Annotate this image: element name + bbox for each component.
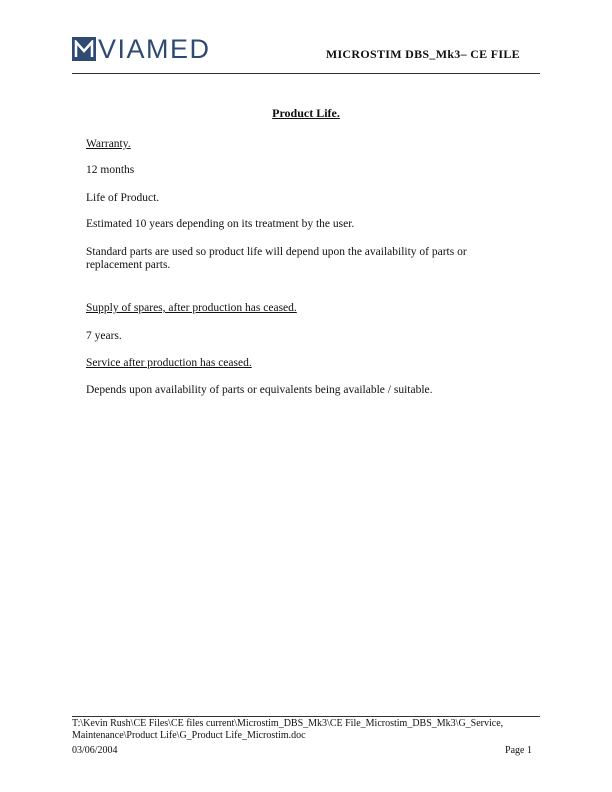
spares-heading: Supply of spares, after production has ceased. <box>86 302 297 314</box>
document-title: Product Life. <box>272 106 340 120</box>
parts-text: Standard parts are used so product life will depend upon the availability of parts or replacement parts. <box>86 246 467 271</box>
footer-date: 03/06/2004 <box>72 745 118 756</box>
service-heading: Service after production has ceased. <box>86 357 252 369</box>
header-divider <box>72 73 540 74</box>
service-text: Depends upon availability of parts or equivalents being available / suitable. <box>86 384 433 396</box>
life-heading: Life of Product. <box>86 192 160 204</box>
logo-text: VIAMED <box>98 34 211 64</box>
footer-divider <box>72 716 540 717</box>
footer-page-number: Page 1 <box>505 745 532 756</box>
viamed-logo-mark <box>72 37 96 61</box>
warranty-heading: Warranty. <box>86 138 131 150</box>
life-text: Estimated 10 years depending on its treatment by the user. <box>86 218 355 230</box>
logo-m-icon <box>74 40 94 58</box>
viamed-logo <box>72 34 211 64</box>
warranty-value: 12 months <box>86 164 135 176</box>
spares-value: 7 years. <box>86 330 122 342</box>
footer-file-path: T:\Kevin Rush\CE Files\CE files current\Microstim_DBS_Mk3\CE File_Microstim_DBS_Mk3\G_Service, Maintenance\Product Life\G_Product Life_Microstim.doc <box>72 718 504 741</box>
header-title: MICROSTIM DBS_Mk3– CE FILE <box>325 47 520 61</box>
